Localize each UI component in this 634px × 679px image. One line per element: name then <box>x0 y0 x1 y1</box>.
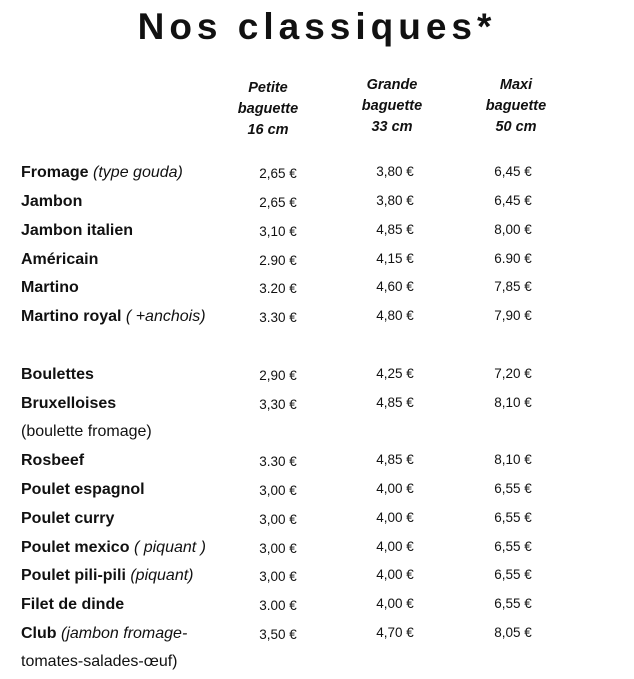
menu-row <box>0 476 634 504</box>
price-petite: 3,00 € <box>259 483 297 498</box>
item-name <box>21 390 116 418</box>
item-name <box>21 505 114 533</box>
price-petite: 3.00 € <box>259 598 297 613</box>
column-header-line: 50 cm <box>495 119 537 135</box>
item-note: (type gouda) <box>93 164 183 181</box>
price-grande: 4,60 € <box>376 279 414 294</box>
menu-row <box>0 390 634 440</box>
item-note-continued: (boulette fromage) <box>21 423 152 440</box>
price-grande: 4,00 € <box>376 481 414 496</box>
item-title: Fromage <box>21 164 89 181</box>
price-petite: 3.30 € <box>259 310 297 325</box>
item-name <box>21 188 82 216</box>
price-maxi: 6,55 € <box>494 567 532 582</box>
price-petite: 2,90 € <box>259 368 297 383</box>
column-header-line: Petite <box>248 80 288 96</box>
price-grande: 4,00 € <box>376 539 414 554</box>
menu-row <box>0 447 634 475</box>
price-petite: 3,50 € <box>259 627 297 642</box>
item-title: Rosbeef <box>21 452 85 469</box>
menu-row <box>0 303 634 331</box>
price-grande: 4,85 € <box>376 452 414 467</box>
price-petite: 2,65 € <box>259 166 297 181</box>
menu-row <box>0 188 634 216</box>
item-name <box>21 476 145 504</box>
price-grande: 4,85 € <box>376 395 414 410</box>
item-name <box>21 246 98 274</box>
price-grande: 4,25 € <box>376 366 414 381</box>
price-petite: 3,10 € <box>259 224 297 239</box>
item-title: Martino <box>21 279 79 296</box>
price-maxi: 6,55 € <box>494 539 532 554</box>
item-name <box>21 217 133 245</box>
price-maxi: 8,10 € <box>494 452 532 467</box>
item-name <box>21 274 79 302</box>
item-name <box>21 620 187 648</box>
price-petite: 3,30 € <box>259 397 297 412</box>
price-maxi: 8,00 € <box>494 222 532 237</box>
item-note: (jambon fromage- <box>61 625 188 642</box>
item-title: Poulet curry <box>21 510 115 527</box>
item-title: Poulet espagnol <box>21 481 145 498</box>
price-grande: 4,15 € <box>376 251 414 266</box>
price-maxi: 8,05 € <box>494 625 532 640</box>
price-grande: 4,00 € <box>376 510 414 525</box>
item-title: Poulet pili-pili <box>21 567 126 584</box>
menu-row <box>0 159 634 187</box>
column-header-line: Maxi <box>499 77 533 93</box>
item-title: Bruxelloises <box>21 395 117 412</box>
price-petite: 2,65 € <box>259 195 297 210</box>
menu-row <box>0 361 634 389</box>
item-note: (piquant) <box>130 567 194 584</box>
price-maxi: 7,85 € <box>494 279 532 294</box>
item-title: Filet de dinde <box>21 596 125 613</box>
price-maxi: 6,45 € <box>494 164 532 179</box>
price-petite: 3,00 € <box>259 569 297 584</box>
menu-row <box>0 562 634 590</box>
column-header-line: baguette <box>361 98 423 114</box>
item-note: ( piquant ) <box>133 539 206 556</box>
column-header-line: baguette <box>485 98 547 114</box>
item-title: Boulettes <box>21 366 94 383</box>
menu-row <box>0 591 634 619</box>
price-petite: 3,00 € <box>259 512 297 527</box>
price-maxi: 7,90 € <box>494 308 532 323</box>
price-grande: 4,70 € <box>376 625 414 640</box>
price-maxi: 7,20 € <box>494 366 532 381</box>
price-maxi: 6,55 € <box>494 481 532 496</box>
item-name <box>21 159 183 187</box>
price-grande: 4,80 € <box>376 308 414 323</box>
price-petite: 3.30 € <box>259 454 297 469</box>
price-grande: 4,00 € <box>376 596 414 611</box>
price-grande: 3,80 € <box>376 164 414 179</box>
item-note: ( +anchois) <box>125 308 206 325</box>
item-title: Martino royal <box>21 308 122 325</box>
price-grande: 3,80 € <box>376 193 414 208</box>
price-grande: 4,00 € <box>376 567 414 582</box>
menu-row <box>0 274 634 302</box>
item-note-continued: tomates-salades-œuf) <box>21 653 178 670</box>
item-title: Club <box>21 625 57 642</box>
item-title: Poulet mexico <box>21 539 130 556</box>
item-name <box>21 591 124 619</box>
menu-row <box>0 217 634 245</box>
price-petite: 3.20 € <box>259 281 297 296</box>
price-maxi: 6.90 € <box>494 251 532 266</box>
menu-row <box>0 620 634 670</box>
item-title: Américain <box>21 251 99 268</box>
column-header-line: 16 cm <box>247 122 289 138</box>
price-maxi: 6,45 € <box>494 193 532 208</box>
price-grande: 4,85 € <box>376 222 414 237</box>
column-header-line: baguette <box>237 101 299 117</box>
item-name <box>21 562 194 590</box>
menu-row <box>0 534 634 562</box>
menu-row <box>0 246 634 274</box>
menu-row <box>0 505 634 533</box>
item-name <box>21 361 94 389</box>
item-title: Jambon <box>21 193 83 210</box>
column-header-line: Grande <box>366 77 418 93</box>
price-maxi: 6,55 € <box>494 596 532 611</box>
item-name <box>21 447 84 475</box>
item-name <box>21 303 206 331</box>
price-petite: 2.90 € <box>259 253 297 268</box>
column-header-line: 33 cm <box>371 119 413 135</box>
item-title: Jambon italien <box>21 222 134 239</box>
page-title: Nos classiques* <box>137 6 497 47</box>
price-maxi: 8,10 € <box>494 395 532 410</box>
price-petite: 3,00 € <box>259 541 297 556</box>
price-maxi: 6,55 € <box>494 510 532 525</box>
item-name <box>21 534 206 562</box>
